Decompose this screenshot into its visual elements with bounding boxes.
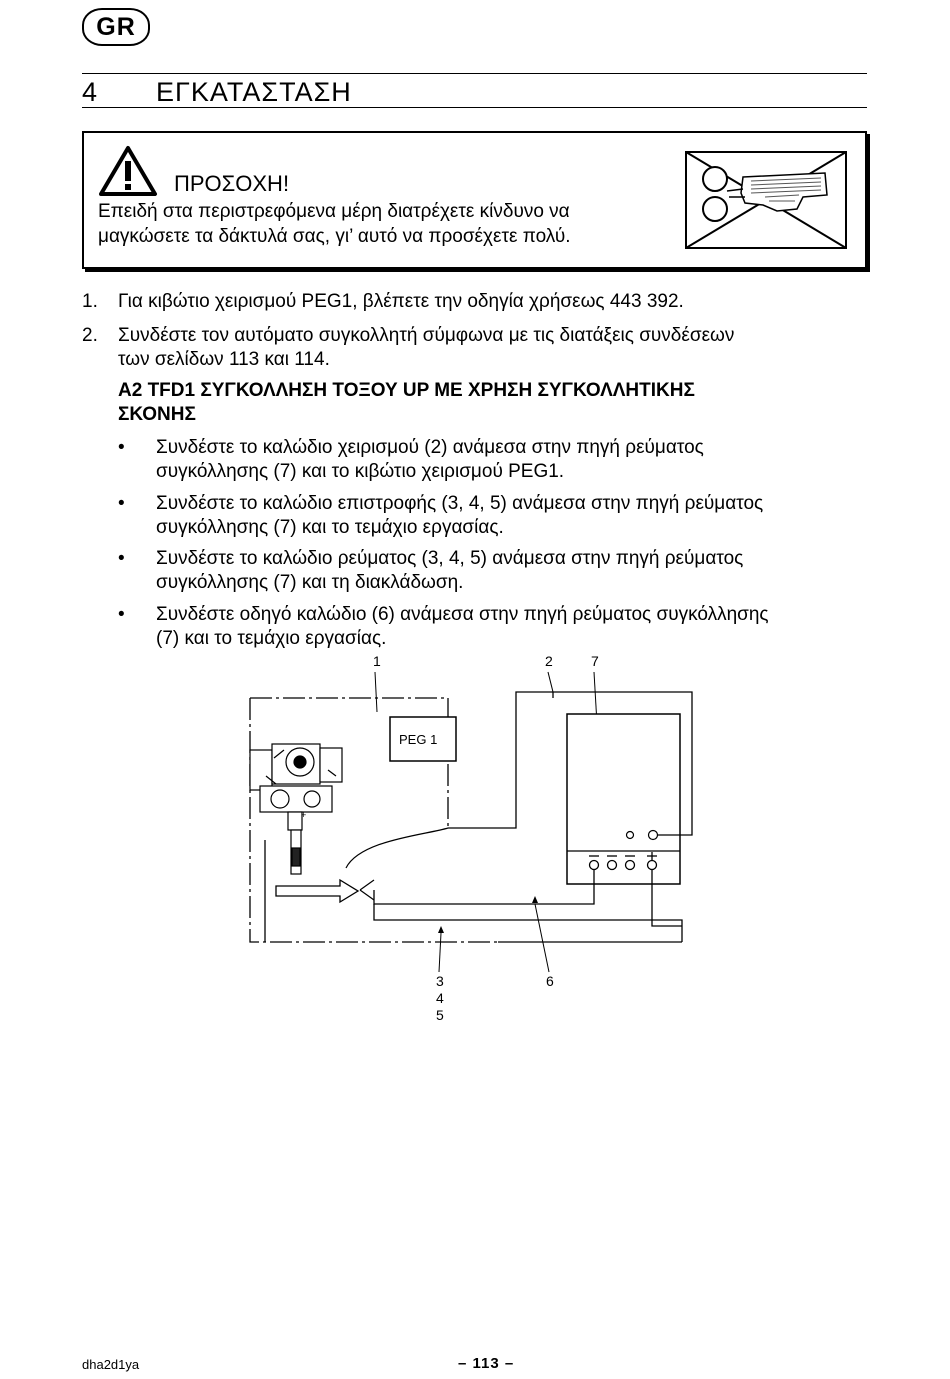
- footer-document-code: dha2d1ya: [82, 1357, 140, 1372]
- bullet-line: (7) και το τεμάχιο εργασίας.: [156, 628, 387, 649]
- bullet-dot: •: [118, 604, 125, 625]
- callout-1: 1: [373, 653, 381, 669]
- bullet-line: συγκόλλησης (7) και το τεμάχιο εργασίας.: [156, 517, 504, 538]
- step-line: των σελίδων 113 και 114.: [118, 349, 330, 370]
- bullet-text: [156, 547, 866, 595]
- callout-7: 7: [591, 653, 599, 669]
- warning-text: [98, 199, 668, 249]
- step-text: [118, 324, 858, 372]
- welding-head: [250, 744, 342, 874]
- callout-3: 3: [436, 973, 444, 989]
- callout-2: 2: [545, 653, 553, 669]
- footer-page-number: – 113 –: [458, 1355, 515, 1372]
- bullet-line: Συνδέστε οδηγό καλώδιο (6) ανάμεσα στην πηγή ρεύματος συγκόλλησης: [156, 604, 769, 625]
- bullet-line: συγκόλλησης (7) και τη διακλάδωση.: [156, 572, 464, 593]
- step-line: Συνδέστε τον αυτόματο συγκολλητή σύμφωνα με τις διατάξεις συνδέσεων: [118, 325, 735, 346]
- bullet-line: Συνδέστε το καλώδιο επιστροφής (3, 4, 5) ανάμεσα στην πηγή ρεύματος: [156, 493, 764, 514]
- warning-title: ΠΡΟΣΟΧΗ!: [174, 171, 290, 196]
- workpiece: [276, 880, 374, 902]
- bullet-line: συγκόλλησης (7) και το κιβώτιο χειρισμού PEG1.: [156, 461, 565, 482]
- bullet-dot: •: [118, 493, 125, 514]
- bullet-text: [156, 436, 866, 484]
- language-badge: GR: [82, 8, 150, 46]
- warning-box: [82, 131, 867, 269]
- warning-line: Επειδή στα περιστρεφόμενα μέρη διατρέχετε κίνδυνο να: [98, 201, 570, 222]
- step-number: 1.: [82, 291, 98, 312]
- peg1-control-box: [390, 717, 456, 761]
- welding-power-source: [567, 714, 680, 884]
- subheading-line: A2 TFD1 ΣΥΓΚΟΛΛΗΣΗ ΤΟΞΟΥ UP ΜΕ ΧΡΗΣΗ ΣΥΓΚΟΛΛΗΤΙΚΗΣ: [118, 380, 695, 401]
- peg1-label: PEG 1: [399, 732, 438, 747]
- head-plus-mark: +: [301, 810, 307, 820]
- step-text: [118, 290, 858, 314]
- header-rule-bottom: [82, 107, 867, 108]
- rotating-parts-hand-warning-icon: [685, 151, 847, 249]
- warning-line: μαγκώσετε τα δάκτυλά σας, γι’ αυτό να προσέχετε πολύ.: [98, 226, 571, 247]
- header-rule-top: [82, 73, 867, 74]
- callout-5: 5: [436, 1007, 444, 1023]
- bullet-dot: •: [118, 548, 125, 569]
- subheading-line: ΣΚΟΝΗΣ: [118, 404, 196, 425]
- warning-triangle-icon: [98, 145, 158, 197]
- bullet-text: [156, 492, 866, 540]
- bullet-line: Συνδέστε το καλώδιο ρεύματος (3, 4, 5) ανάμεσα στην πηγή ρεύματος: [156, 548, 744, 569]
- bullet-dot: •: [118, 437, 125, 458]
- bullet-line: Συνδέστε το καλώδιο χειρισμού (2) ανάμεσα στην πηγή ρεύματος: [156, 437, 704, 458]
- step-line: Για κιβώτιο χειρισμού PEG1, βλέπετε την οδηγία χρήσεως 443 392.: [118, 291, 684, 312]
- subheading: [118, 379, 838, 427]
- section-number: 4: [82, 77, 99, 107]
- connection-diagram: [230, 650, 710, 1030]
- step-number: 2.: [82, 325, 98, 346]
- callout-4: 4: [436, 990, 444, 1006]
- callout-6: 6: [546, 973, 554, 989]
- section-title-text: ΕΓΚΑΤΑΣΤΑΣΗ: [156, 77, 352, 107]
- bullet-text: [156, 603, 866, 651]
- section-title: [82, 76, 352, 108]
